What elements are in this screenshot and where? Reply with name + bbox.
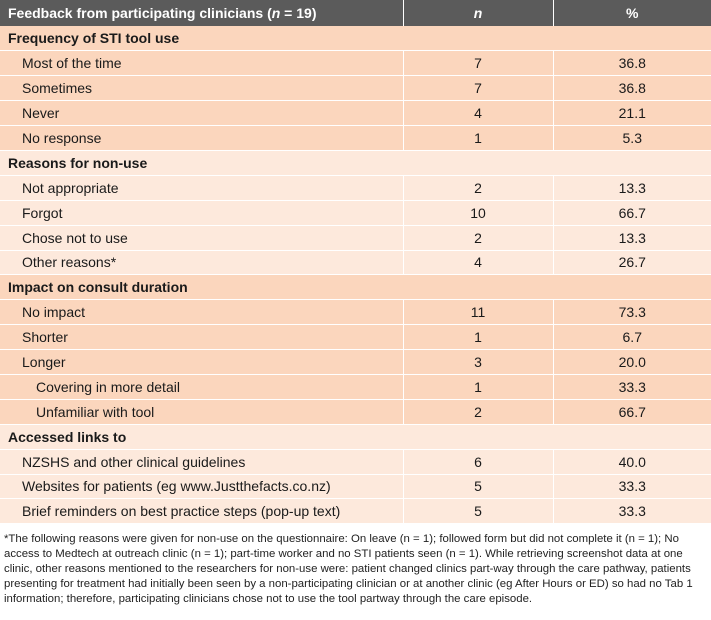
table-row: Other reasons* 4 26.7 — [0, 250, 711, 275]
header-percent: % — [553, 0, 711, 26]
section-header: Frequency of STI tool use — [0, 26, 711, 51]
section-header: Accessed links to — [0, 424, 711, 449]
table-row: Never 4 21.1 — [0, 101, 711, 126]
section-header: Reasons for non-use — [0, 150, 711, 175]
table-row: Covering in more detail 1 33.3 — [0, 374, 711, 399]
table-row: Brief reminders on best practice steps (pop-up text) 5 33.3 — [0, 499, 711, 524]
table-row: NZSHS and other clinical guidelines 6 40.0 — [0, 449, 711, 474]
table-row: Websites for patients (eg www.Justthefacts.co.nz) 5 33.3 — [0, 474, 711, 499]
table-row: Not appropriate 2 13.3 — [0, 175, 711, 200]
table-row: No impact 11 73.3 — [0, 300, 711, 325]
table-header-row — [0, 0, 711, 26]
table-row: Shorter 1 6.7 — [0, 325, 711, 350]
table-row: Unfamiliar with tool 2 66.7 — [0, 399, 711, 424]
section-header: Impact on consult duration — [0, 275, 711, 300]
table-row: No response 1 5.3 — [0, 126, 711, 151]
table-row: Forgot 10 66.7 — [0, 200, 711, 225]
header-n: n — [403, 0, 553, 26]
table-footnote: *The following reasons were given for non-use on the questionnaire: On leave (n = 1); followed form but did not complete it (n = 1); No access to Medtech at outreach clinic (n = 1); part-time worker and no STI patients seen (n = 1). While retrieving screenshot data at one clinic, other reasons mentioned to the researchers for non-use were: patient changed clinics part-way through the care pathway, patients presenting for treatment had initially been seen by a non-participating clinician or at another clinic (eg After Hours or ED) so had no Tab 1 information; therefore, participating clinicians chose not to use the tool partway through the care episode. — [4, 533, 693, 606]
header-feedback: Feedback from participating clinicians (n = 19) — [0, 0, 403, 26]
table-row: Longer 3 20.0 — [0, 350, 711, 375]
table-row: Chose not to use 2 13.3 — [0, 225, 711, 250]
table-row: Sometimes 7 36.8 — [0, 76, 711, 101]
table-row: Most of the time 7 36.8 — [0, 51, 711, 76]
